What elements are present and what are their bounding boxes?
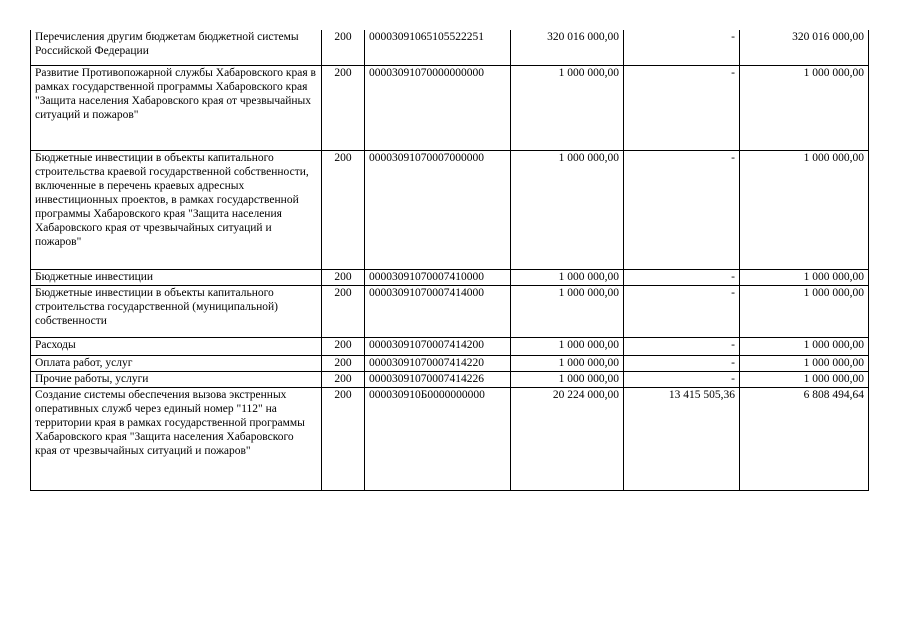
row-code-cell: 200	[322, 355, 365, 371]
table-row	[31, 371, 869, 387]
row-code-cell: 200	[322, 337, 365, 355]
row-remaining-cell: 6 808 494,64	[740, 387, 869, 490]
row-remaining-cell: 1 000 000,00	[740, 337, 869, 355]
row-approved-cell: 20 224 000,00	[511, 387, 624, 490]
row-approved-cell: 1 000 000,00	[511, 150, 624, 269]
row-code-cell: 200	[322, 150, 365, 269]
row-kbk-cell: 00003091070007410000	[365, 269, 511, 285]
table-row	[31, 65, 869, 150]
row-code-cell: 200	[322, 269, 365, 285]
row-remaining-cell: 1 000 000,00	[740, 355, 869, 371]
row-remaining-cell: 320 016 000,00	[740, 30, 869, 65]
row-code-cell: 200	[322, 30, 365, 65]
row-code-cell: 200	[322, 285, 365, 337]
row-approved-cell: 1 000 000,00	[511, 285, 624, 337]
row-executed-cell: -	[624, 269, 740, 285]
row-remaining-cell: 1 000 000,00	[740, 371, 869, 387]
row-remaining-cell: 1 000 000,00	[740, 285, 869, 337]
row-executed-cell: -	[624, 355, 740, 371]
row-kbk-cell: 00003091070007000000	[365, 150, 511, 269]
row-name-cell: Бюджетные инвестиции	[31, 269, 322, 285]
row-kbk-cell: 00003091070000000000	[365, 65, 511, 150]
row-remaining-cell: 1 000 000,00	[740, 269, 869, 285]
row-approved-cell: 1 000 000,00	[511, 269, 624, 285]
table-row	[31, 387, 869, 490]
row-kbk-cell: 000030910Б0000000000	[365, 387, 511, 490]
row-kbk-cell: 00003091070007414000	[365, 285, 511, 337]
row-code-cell: 200	[322, 387, 365, 490]
row-kbk-cell: 00003091065105522251	[365, 30, 511, 65]
row-name-cell: Перечисления другим бюджетам бюджетной системы Российской Федерации	[31, 30, 322, 65]
row-name-cell: Расходы	[31, 337, 322, 355]
row-code-cell: 200	[322, 371, 365, 387]
budget-execution-table	[30, 30, 869, 491]
row-name-cell: Создание системы обеспечения вызова экстренных оперативных служб через единый номер "112" на территории края в рамках государственной программы Хабаровского края "Защита населения Хабаровского края от чрезвычайных ситуаций и пожаров"	[31, 387, 322, 490]
table-row	[31, 30, 869, 65]
row-approved-cell: 1 000 000,00	[511, 65, 624, 150]
row-name-cell: Бюджетные инвестиции в объекты капитального строительства краевой государственной собственности, включенные в перечень краевых адресных инвестиционных проектов, в рамках государственной программы Хабаровского края "Защита населения Хабаровского края от чрезвычайных ситуаций и пожаров"	[31, 150, 322, 269]
row-remaining-cell: 1 000 000,00	[740, 150, 869, 269]
row-approved-cell: 1 000 000,00	[511, 371, 624, 387]
table-row	[31, 269, 869, 285]
table-row	[31, 337, 869, 355]
row-executed-cell: -	[624, 65, 740, 150]
row-executed-cell: -	[624, 30, 740, 65]
row-executed-cell: -	[624, 150, 740, 269]
row-executed-cell: -	[624, 371, 740, 387]
row-name-cell: Развитие Противопожарной службы Хабаровского края в рамках государственной программы Хабаровского края "Защита населения Хабаровского края от чрезвычайных ситуаций и пожаров"	[31, 65, 322, 150]
row-kbk-cell: 00003091070007414226	[365, 371, 511, 387]
table-row	[31, 355, 869, 371]
row-approved-cell: 1 000 000,00	[511, 337, 624, 355]
row-kbk-cell: 00003091070007414200	[365, 337, 511, 355]
row-approved-cell: 1 000 000,00	[511, 355, 624, 371]
row-name-cell: Бюджетные инвестиции в объекты капитального строительства государственной (муниципальной) собственности	[31, 285, 322, 337]
row-executed-cell: 13 415 505,36	[624, 387, 740, 490]
row-name-cell: Прочие работы, услуги	[31, 371, 322, 387]
row-name-cell: Оплата работ, услуг	[31, 355, 322, 371]
table-row	[31, 285, 869, 337]
row-code-cell: 200	[322, 65, 365, 150]
row-remaining-cell: 1 000 000,00	[740, 65, 869, 150]
row-executed-cell: -	[624, 285, 740, 337]
row-kbk-cell: 00003091070007414220	[365, 355, 511, 371]
row-approved-cell: 320 016 000,00	[511, 30, 624, 65]
table-row	[31, 150, 869, 269]
row-executed-cell: -	[624, 337, 740, 355]
